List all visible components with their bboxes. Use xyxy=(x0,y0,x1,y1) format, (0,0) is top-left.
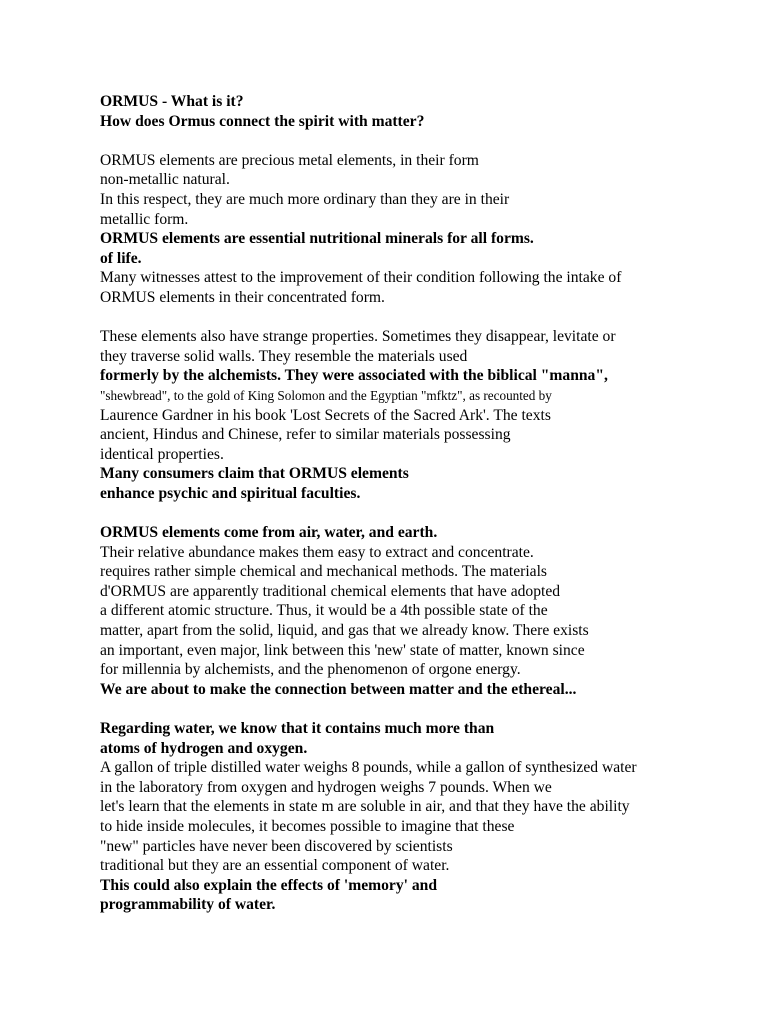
paragraph xyxy=(100,719,720,915)
text-line: ancient, Hindus and Chinese, refer to similar materials possessing xyxy=(100,426,511,444)
text-line: they traverse solid walls. They resemble the materials used xyxy=(100,347,468,365)
bold-text-line: ORMUS - What is it? xyxy=(100,93,244,110)
bold-text-line: ORMUS elements are essential nutritional minerals for all forms. xyxy=(100,230,534,248)
text-line: These elements also have strange properties. Sometimes they disappear, levitate or xyxy=(100,328,616,346)
text-line: requires rather simple chemical and mechanical methods. The materials xyxy=(100,563,547,581)
text-line: let's learn that the elements in state m are soluble in air, and that they have the ability xyxy=(100,798,630,816)
text-line: Laurence Gardner in his book 'Lost Secrets of the Sacred Ark'. The texts xyxy=(100,406,551,424)
paragraph xyxy=(100,523,720,699)
text-line: ORMUS elements in their concentrated form. xyxy=(100,288,385,306)
bold-text-line: We are about to make the connection between matter and the ethereal... xyxy=(100,680,577,698)
bold-text-line: How does Ormus connect the spirit with matter? xyxy=(100,112,425,130)
text-line: in the laboratory from oxygen and hydrogen weighs 7 pounds. When we xyxy=(100,778,552,796)
bold-text-line: Many consumers claim that ORMUS elements xyxy=(100,465,409,483)
bold-text-line: enhance psychic and spiritual faculties. xyxy=(100,484,361,502)
text-line: Many witnesses attest to the improvement of their condition following the intake of xyxy=(100,269,622,287)
text-line: non-metallic natural. xyxy=(100,171,230,189)
text-line: to hide inside molecules, it becomes possible to imagine that these xyxy=(100,817,515,835)
bold-text-line: Regarding water, we know that it contains much more than xyxy=(100,720,495,737)
document-page xyxy=(100,92,720,915)
text-line: Their relative abundance makes them easy to extract and concentrate. xyxy=(100,543,534,561)
paragraph-gap xyxy=(100,308,720,328)
text-line: In this respect, they are much more ordinary than they are in their xyxy=(100,190,510,208)
bold-text-line: ORMUS elements come from air, water, and earth. xyxy=(100,524,438,542)
text-line: "new" particles have never been discovered by scientists xyxy=(100,837,453,855)
bold-text-line: of life. xyxy=(100,249,142,267)
paragraph xyxy=(100,92,720,131)
paragraph-gap xyxy=(100,131,720,151)
text-line: traditional but they are an essential component of water. xyxy=(100,857,450,875)
bold-text-line: This could also explain the effects of 'memory' and xyxy=(100,876,437,894)
text-line: metallic form. xyxy=(100,210,189,228)
text-line: matter, apart from the solid, liquid, and gas that we already know. There exists xyxy=(100,622,589,640)
paragraph xyxy=(100,151,720,308)
text-line: a different atomic structure. Thus, it would be a 4th possible state of the xyxy=(100,602,548,620)
bold-text-line: formerly by the alchemists. They were associated with the biblical "manna", xyxy=(100,367,608,385)
paragraph xyxy=(100,327,720,503)
paragraph-gap xyxy=(100,699,720,719)
bold-text-line: atoms of hydrogen and oxygen. xyxy=(100,739,308,757)
bold-text-line: programmability of water. xyxy=(100,896,276,914)
text-line: "shewbread", to the gold of King Solomon and the Egyptian "mfktz", as recounted by xyxy=(100,387,552,403)
text-line: for millennia by alchemists, and the phenomenon of orgone energy. xyxy=(100,661,521,679)
text-line: ORMUS elements are precious metal elements, in their form xyxy=(100,151,479,169)
paragraph-gap xyxy=(100,503,720,523)
text-line: identical properties. xyxy=(100,445,224,463)
text-line: d'ORMUS are apparently traditional chemical elements that have adopted xyxy=(100,582,561,600)
text-line: A gallon of triple distilled water weighs 8 pounds, while a gallon of synthesized water xyxy=(100,759,637,777)
text-line: an important, even major, link between this 'new' state of matter, known since xyxy=(100,641,585,659)
